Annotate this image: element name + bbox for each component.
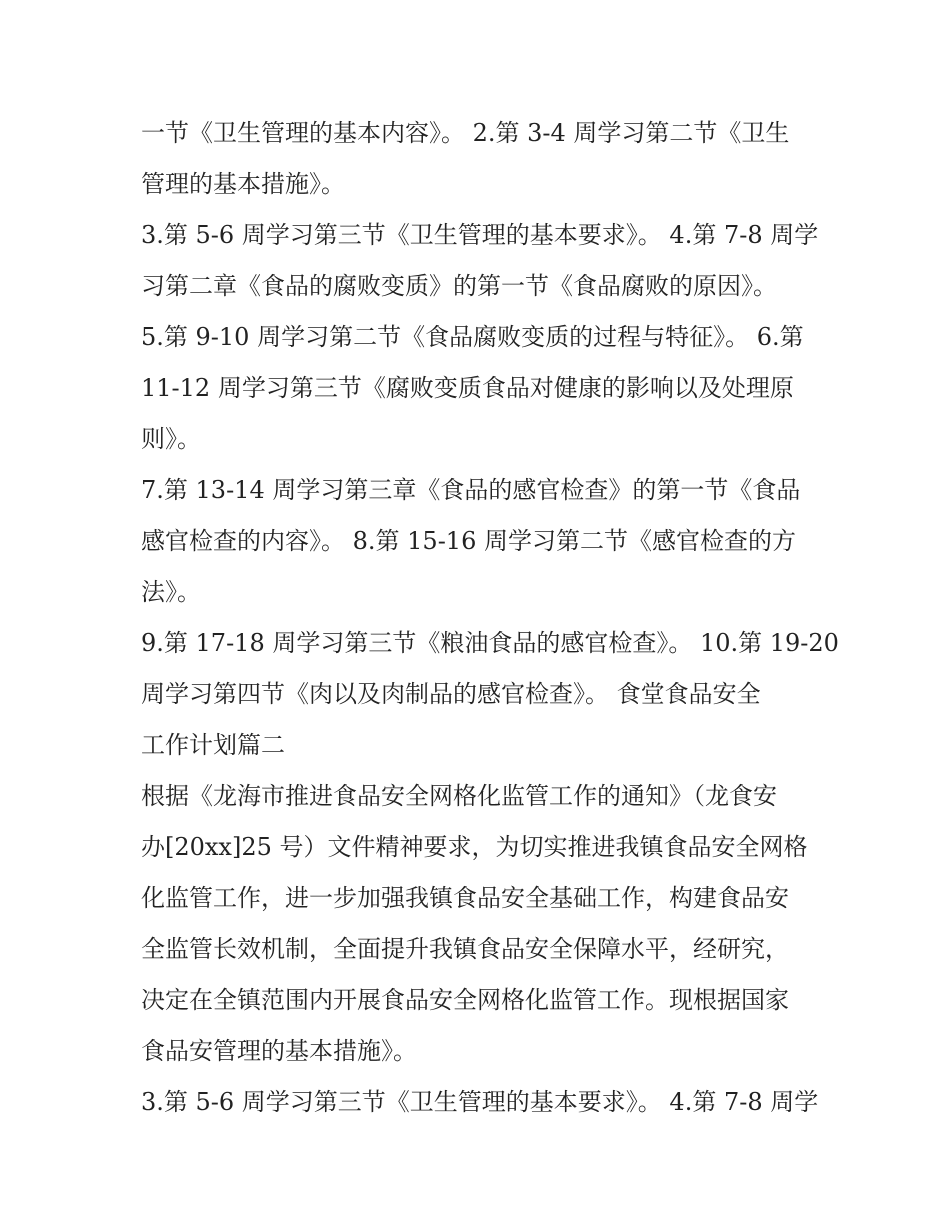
text-line: 化监管工作，进一步加强我镇食品安全基础工作，构建食品安	[141, 884, 789, 912]
text-line: 全监管长效机制，全面提升我镇食品安全保障水平，经研究，	[141, 935, 789, 963]
text-line: 管理的基本措施》。	[141, 170, 345, 198]
text-line: 食品安管理的基本措施》。	[141, 1037, 417, 1065]
text-line: 11-12 周学习第三节《腐败变质食品对健康的影响以及处理原	[141, 374, 794, 402]
text-line: 周学习第四节《肉以及肉制品的感官检查》。 食堂食品安全	[141, 680, 761, 708]
section-heading: 工作计划篇二	[141, 731, 285, 759]
text-line: 则》。	[141, 425, 201, 453]
text-line: 3.第 5-6 周学习第三节《卫生管理的基本要求》。 4.第 7-8 周学	[141, 1088, 819, 1116]
text-line: 法》。	[141, 578, 201, 606]
text-line: 9.第 17-18 周学习第三节《粮油食品的感官检查》。 10.第 19-20	[141, 629, 839, 657]
text-line: 根据《龙海市推进食品安全网格化监管工作的通知》（龙食安	[141, 782, 777, 810]
text-line: 决定在全镇范围内开展食品安全网格化监管工作。现根据国家	[141, 986, 789, 1014]
text-line: 5.第 9-10 周学习第二节《食品腐败变质的过程与特征》。 6.第	[141, 323, 804, 351]
document-body	[141, 108, 839, 1128]
text-line: 办[20xx]25 号）文件精神要求，为切实推进我镇食品安全网格	[141, 833, 808, 861]
text-line: 3.第 5-6 周学习第三节《卫生管理的基本要求》。 4.第 7-8 周学	[141, 221, 819, 249]
text-line: 一节《卫生管理的基本内容》。 2.第 3-4 周学习第二节《卫生	[141, 119, 790, 147]
text-line: 7.第 13-14 周学习第三章《食品的感官检查》的第一节《食品	[141, 476, 801, 504]
text-line: 习第二章《食品的腐败变质》的第一节《食品腐败的原因》。	[141, 272, 777, 300]
text-line: 感官检查的内容》。 8.第 15-16 周学习第二节《感官检查的方	[141, 527, 796, 555]
